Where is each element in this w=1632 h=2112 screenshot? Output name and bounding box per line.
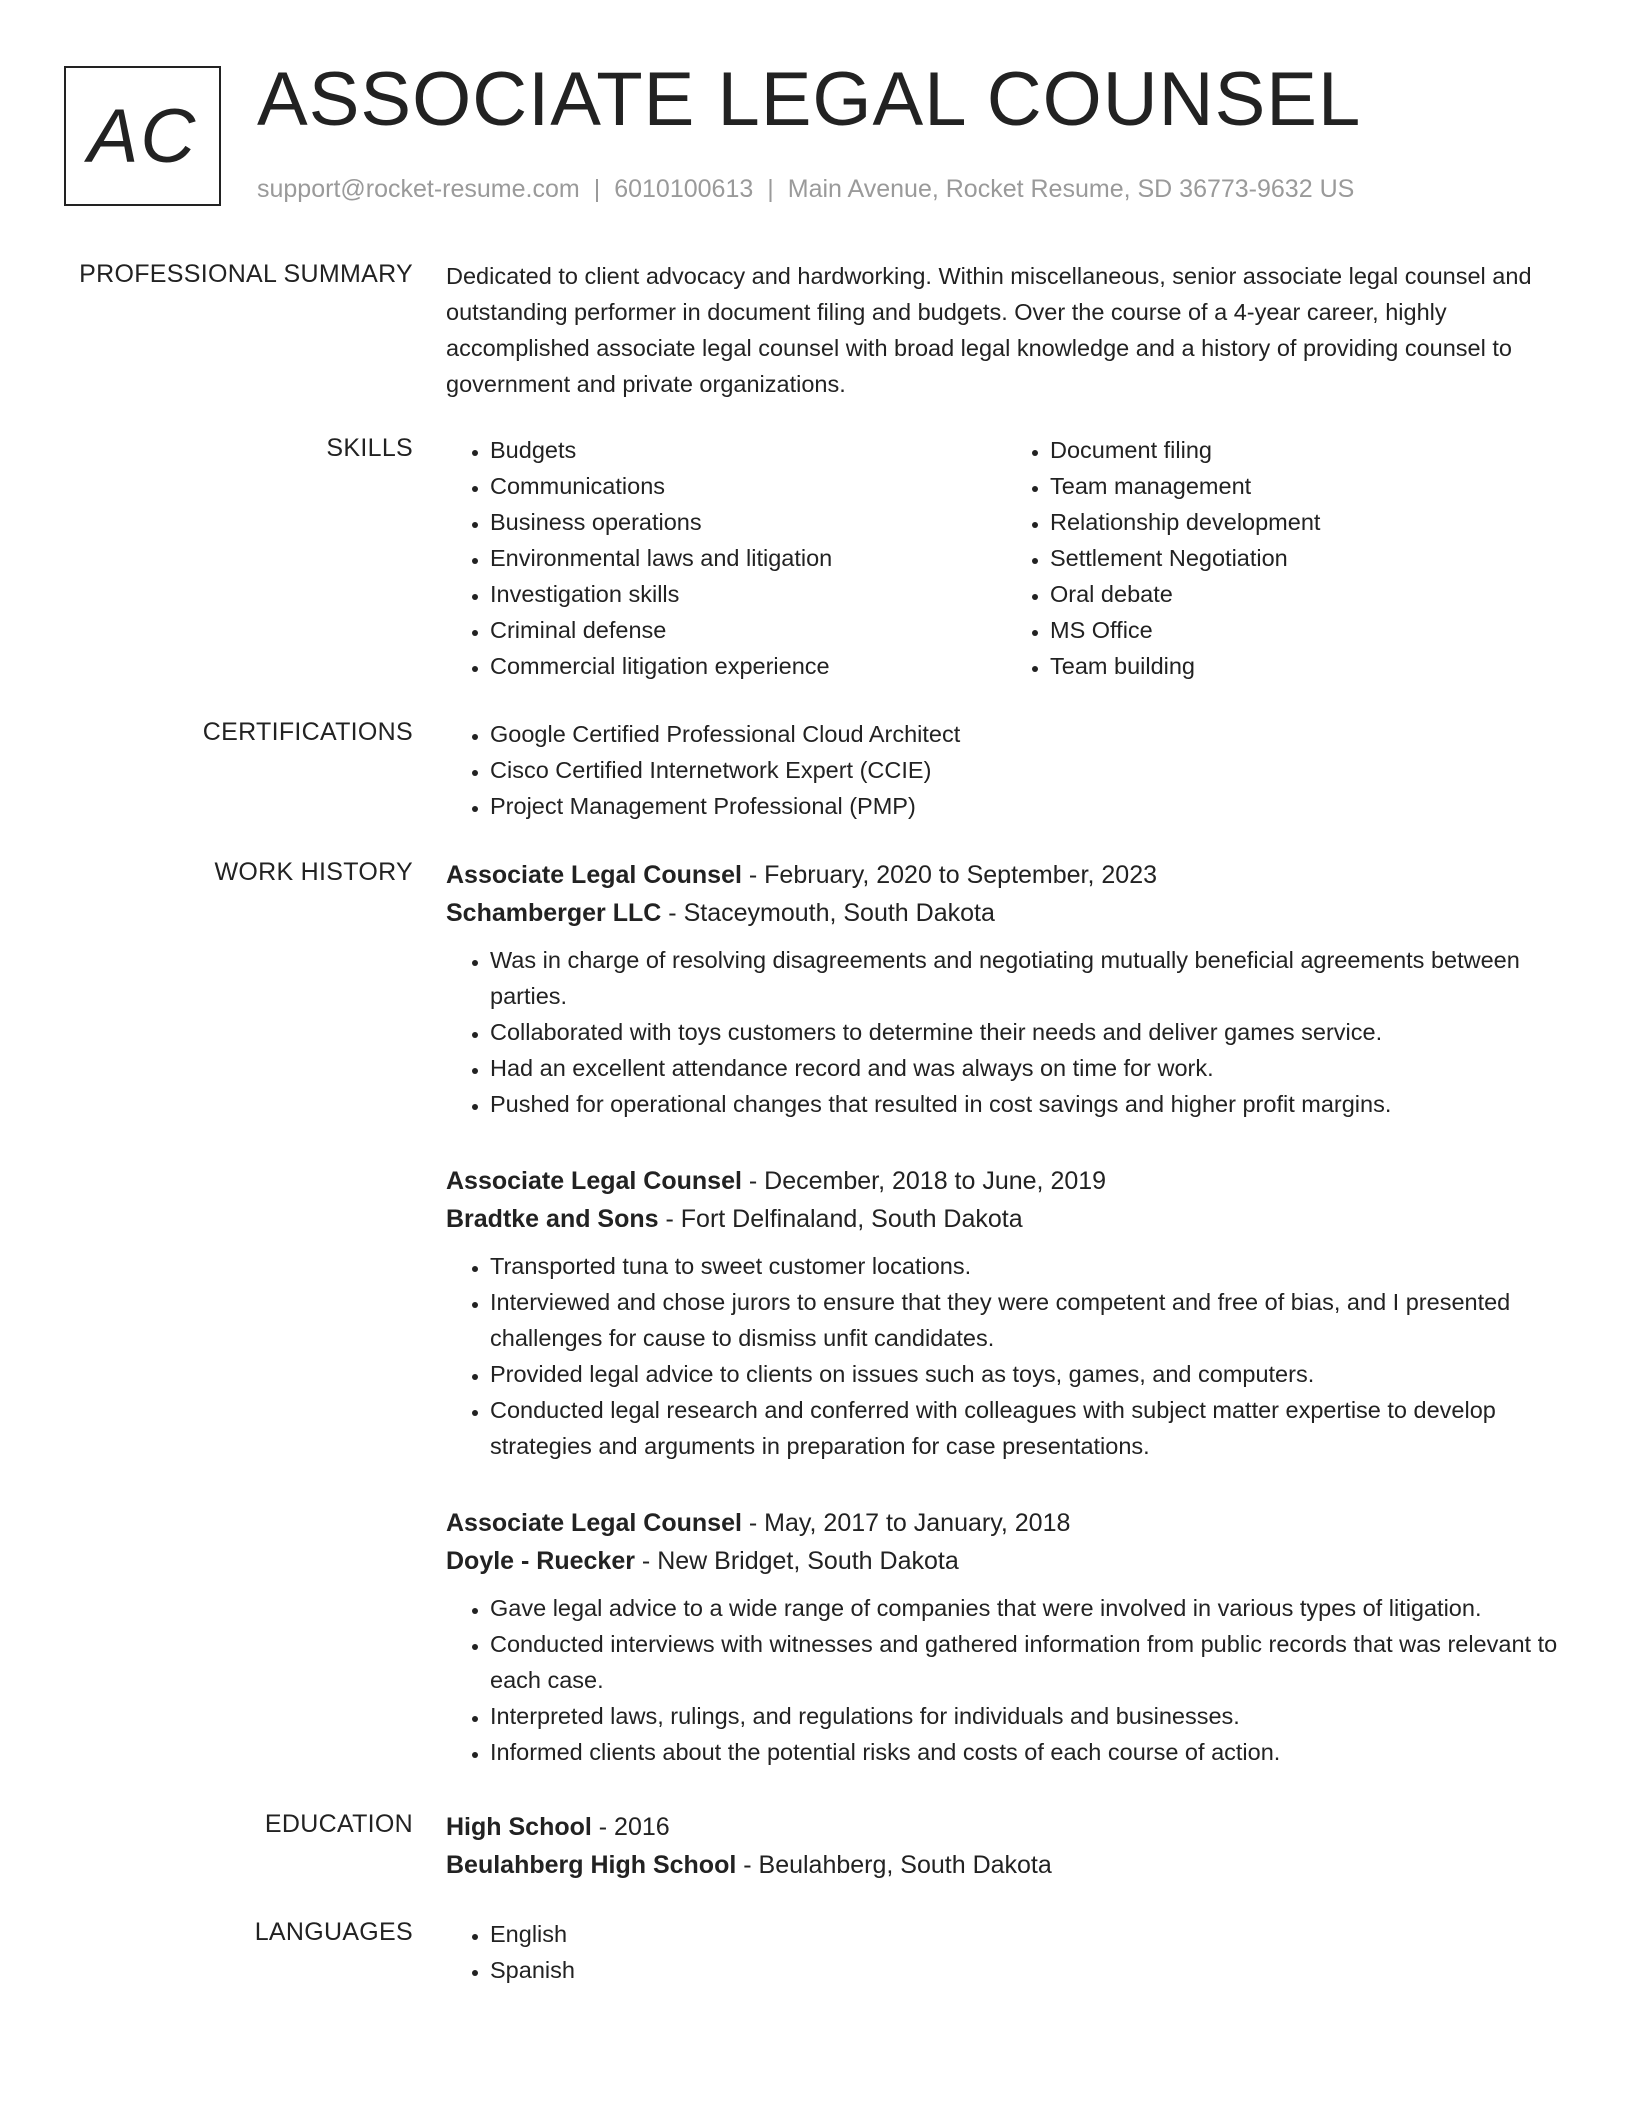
skills-list-left — [446, 432, 1006, 684]
job-company: Bradtke and Sons — [446, 1205, 659, 1233]
job-location: - Fort Delfinaland, South Dakota — [665, 1205, 1023, 1233]
job-bullet: • Was in charge of resolving disagreements and negotiating mutually beneficial agreements between parties. — [490, 942, 1566, 1014]
job-role: Associate Legal Counsel — [446, 861, 742, 889]
job-bullet: • Had an excellent attendance record and was always on time for work. — [490, 1050, 1566, 1086]
skill-item: • Environmental laws and litigation — [490, 540, 1006, 576]
job-bullet: • Conducted legal research and conferred with colleagues with subject matter expertise to develop strategies and arguments in preparation for case presentations. — [490, 1392, 1566, 1464]
skill-item: • Team building — [1050, 648, 1566, 684]
certifications-list — [446, 716, 1566, 824]
job-bullets — [446, 1248, 1566, 1464]
skills-list-right — [1006, 432, 1566, 684]
section-title-summary: PROFESSIONAL SUMMARY — [79, 260, 413, 288]
languages-list — [446, 1916, 1566, 1988]
monogram-initials: AC — [87, 93, 198, 179]
job-location: - New Bridget, South Dakota — [641, 1547, 959, 1575]
section-title-work-history: WORK HISTORY — [214, 858, 413, 886]
section-title-certifications: CERTIFICATIONS — [202, 718, 413, 746]
skill-item: • Team management — [1050, 468, 1566, 504]
education-body — [446, 1808, 1566, 1884]
contact-separator: | — [593, 175, 601, 203]
job-bullet: • Interpreted laws, rulings, and regulations for individuals and businesses. — [490, 1698, 1566, 1734]
contact-email: support@rocket-resume.com — [257, 175, 580, 203]
certifications-body — [446, 716, 1566, 824]
certification-item: • Cisco Certified Internetwork Expert (CCIE) — [490, 752, 1566, 788]
contact-address: Main Avenue, Rocket Resume, SD 36773-9632 US — [787, 175, 1355, 203]
skill-item: • Budgets — [490, 432, 1006, 468]
education-degree-line — [446, 1808, 1566, 1846]
job-dates: - May, 2017 to January, 2018 — [748, 1509, 1071, 1537]
summary-text: Dedicated to client advocacy and hardworking. Within miscellaneous, senior associate legal counsel and outstanding performer in document filing and budgets. Over the course of a 4-year career, highly accomplished associate legal counsel with broad legal knowledge and a history of providing counsel to government and private organizations. — [446, 263, 1532, 397]
section-title-languages: LANGUAGES — [254, 1918, 413, 1946]
job-company: Doyle - Ruecker — [446, 1547, 635, 1575]
job-bullet: • Conducted interviews with witnesses and gathered information from public records that was relevant to each case. — [490, 1626, 1566, 1698]
skill-item: • Communications — [490, 468, 1006, 504]
education-year: - 2016 — [598, 1813, 670, 1841]
job-title-line — [446, 856, 1566, 894]
skill-item: • Investigation skills — [490, 576, 1006, 612]
monogram-box — [64, 66, 221, 206]
job-entry — [446, 1504, 1566, 1770]
resume-name-title: ASSOCIATE LEGAL COUNSEL — [257, 57, 1362, 142]
contact-line — [257, 175, 1354, 204]
job-location: - Staceymouth, South Dakota — [668, 899, 995, 927]
job-dates: - December, 2018 to June, 2019 — [748, 1167, 1107, 1195]
job-bullet: • Transported tuna to sweet customer locations. — [490, 1248, 1566, 1284]
job-bullet: • Gave legal advice to a wide range of companies that were involved in various types of litigation. — [490, 1590, 1566, 1626]
job-role: Associate Legal Counsel — [446, 1509, 742, 1537]
job-title-line — [446, 1504, 1566, 1542]
job-title-line — [446, 1162, 1566, 1200]
skill-item: • MS Office — [1050, 612, 1566, 648]
section-title-skills: SKILLS — [326, 434, 413, 462]
language-item: • Spanish — [490, 1952, 1566, 1988]
section-title-education: EDUCATION — [264, 1810, 413, 1838]
job-bullet: • Informed clients about the potential risks and costs of each course of action. — [490, 1734, 1566, 1770]
skill-item: • Document filing — [1050, 432, 1566, 468]
job-bullet: • Pushed for operational changes that resulted in cost savings and higher profit margins. — [490, 1086, 1566, 1122]
certification-item: • Google Certified Professional Cloud Architect — [490, 716, 1566, 752]
skill-item: • Criminal defense — [490, 612, 1006, 648]
languages-body — [446, 1916, 1566, 1988]
job-bullet: • Interviewed and chose jurors to ensure that they were competent and free of bias, and I presented challenges for cause to dismiss unfit candidates. — [490, 1284, 1566, 1356]
job-role: Associate Legal Counsel — [446, 1167, 742, 1195]
job-bullet: • Provided legal advice to clients on issues such as toys, games, and computers. — [490, 1356, 1566, 1392]
skill-item: • Business operations — [490, 504, 1006, 540]
job-entry — [446, 1162, 1566, 1464]
skill-item: • Relationship development — [1050, 504, 1566, 540]
skills-grid — [446, 432, 1566, 684]
education-school-line — [446, 1846, 1566, 1884]
job-dates: - February, 2020 to September, 2023 — [748, 861, 1158, 889]
job-company-line — [446, 1200, 1566, 1238]
certification-item: • Project Management Professional (PMP) — [490, 788, 1566, 824]
language-item: • English — [490, 1916, 1566, 1952]
skill-item: • Settlement Negotiation — [1050, 540, 1566, 576]
education-location: - Beulahberg, South Dakota — [743, 1851, 1052, 1879]
job-bullet: • Collaborated with toys customers to determine their needs and deliver games service. — [490, 1014, 1566, 1050]
skill-item: • Oral debate — [1050, 576, 1566, 612]
job-company-line — [446, 894, 1566, 932]
job-company-line — [446, 1542, 1566, 1580]
job-entry — [446, 856, 1566, 1122]
education-school: Beulahberg High School — [446, 1851, 737, 1879]
job-bullets — [446, 1590, 1566, 1770]
skills-body — [446, 432, 1566, 684]
contact-phone: 6010100613 — [614, 175, 754, 203]
summary-body — [446, 258, 1566, 402]
job-bullets — [446, 942, 1566, 1122]
skill-item: • Commercial litigation experience — [490, 648, 1006, 684]
job-company: Schamberger LLC — [446, 899, 662, 927]
education-degree: High School — [446, 1813, 592, 1841]
contact-separator: | — [767, 175, 774, 203]
